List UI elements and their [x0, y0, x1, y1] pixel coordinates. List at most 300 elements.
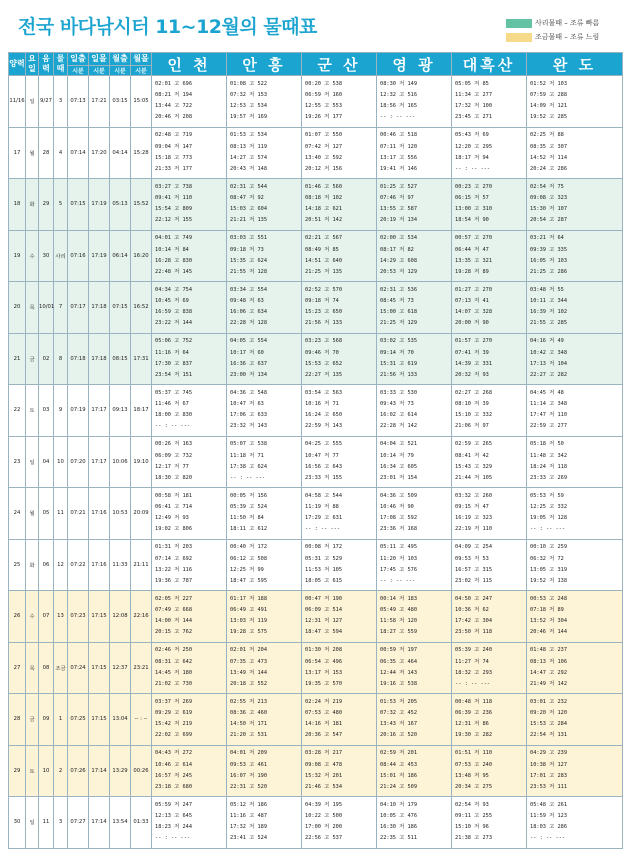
tide-entry: 15:43 고 329: [455, 463, 493, 470]
tide-cell-daeheuksan: [452, 436, 527, 488]
tide-cell-anheung: [227, 333, 302, 385]
tide-entry: 18:56 저 165: [380, 103, 418, 110]
table-row: [9, 282, 623, 334]
tide-entry: 09:29 고 619: [155, 710, 193, 717]
tide-entry: 02:05 저 227: [155, 595, 193, 602]
tide-entry: 02:00 고 534: [380, 235, 418, 242]
tide-entry: 02:55 저 213: [230, 698, 268, 705]
tide-cell-gunsan: [302, 282, 377, 334]
tide-entry: 04:50 고 247: [455, 595, 493, 602]
tide-cell-gunsan: [302, 179, 377, 231]
tide-entry: 20:18 고 552: [230, 680, 268, 687]
tide-entry: 19:52 고 285: [530, 114, 568, 121]
tide-entry: 08:49 저 85: [305, 246, 339, 253]
row-tide-age: 12: [54, 539, 68, 591]
tide-entry: 12:32 고 516: [380, 92, 418, 99]
row-sunset: 17:15: [89, 642, 110, 694]
row-moonrise: 10:53: [110, 488, 131, 540]
row-tide-age: 13: [54, 591, 68, 643]
tide-entry: 04:43 저 272: [155, 750, 193, 757]
tide-entry: 02:01 저 204: [230, 647, 268, 654]
tide-cell-daeheuksan: [452, 694, 527, 746]
tide-entry: 08:31 고 642: [155, 658, 193, 665]
tide-entry: 01:52 저 103: [530, 80, 568, 87]
tide-cell-gunsan: [302, 127, 377, 179]
tide-entry: 04:25 고 555: [305, 441, 343, 448]
row-weekday: 수: [26, 230, 39, 282]
tide-entry: 13:44 고 722: [155, 103, 193, 110]
tide-entry: 02:52 고 570: [305, 286, 343, 293]
tide-entry: 19:26 저 177: [305, 114, 343, 121]
row-moonrise: 13:54: [110, 797, 131, 849]
row-tide-age: 4: [54, 127, 68, 179]
tide-entry: 16:34 고 605: [380, 463, 418, 470]
tide-entry: 09:53 고 461: [230, 761, 268, 768]
tide-entry: 19:41 저 146: [380, 165, 418, 172]
row-lunar: 08: [39, 642, 54, 694]
tide-entry: 14:29 고 608: [380, 257, 418, 264]
tide-entry: 17:00 저 200: [305, 824, 343, 831]
tide-entry: 02:54 저 93: [455, 801, 489, 808]
row-sunrise: 07:25: [68, 694, 89, 746]
tide-entry: 12:55 고 553: [305, 103, 343, 110]
tide-entry: 07:53 고 480: [305, 710, 343, 717]
tide-cell-anheung: [227, 179, 302, 231]
tide-entry: 20:36 고 547: [305, 732, 343, 739]
tide-cell-wando: [527, 76, 623, 128]
tide-entry: 15:53 고 284: [530, 721, 568, 728]
tide-cell-wando: [527, 591, 623, 643]
unit-sunrise: 시분: [68, 66, 89, 76]
tide-cell-wando: [527, 333, 623, 385]
col-sunset: 일몰: [89, 53, 110, 66]
tide-entry: 10:47 저 63: [230, 401, 264, 408]
tide-entry: 23:00 저 134: [230, 371, 268, 378]
tide-cell-daeheuksan: [452, 333, 527, 385]
tide-entry: 17:38 고 624: [230, 463, 268, 470]
legend-spring-swatch: [506, 19, 532, 28]
tide-cell-daeheuksan: [452, 539, 527, 591]
tide-cell-wando: [527, 488, 623, 540]
tide-entry: 21:33 저 177: [155, 165, 193, 172]
tide-entry: 08:17 저 82: [380, 246, 414, 253]
tide-entry: 05:06 고 752: [155, 338, 193, 345]
row-sunrise: 07:14: [68, 127, 89, 179]
tide-cell-incheon: [152, 797, 227, 849]
tide-cell-incheon: [152, 333, 227, 385]
tide-entry: 22:02 고 699: [155, 732, 193, 739]
tide-entry: -- : -- ---: [380, 577, 416, 584]
tide-entry: 22:27 고 282: [530, 371, 568, 378]
row-date: 27: [9, 642, 26, 694]
row-sunset: 17:15: [89, 694, 110, 746]
tide-cell-gunsan: [302, 333, 377, 385]
tide-entry: 12:31 저 86: [455, 721, 489, 728]
row-lunar: 03: [39, 385, 54, 437]
tide-cell-incheon: [152, 488, 227, 540]
tide-cell-anheung: [227, 76, 302, 128]
tide-entry: 07:11 저 120: [380, 143, 418, 150]
tide-entry: 02:27 고 268: [455, 389, 493, 396]
tide-entry: 03:34 고 554: [230, 286, 268, 293]
row-sunrise: 07:22: [68, 539, 89, 591]
tide-cell-daeheuksan: [452, 797, 527, 849]
row-sunset: 17:20: [89, 127, 110, 179]
tide-cell-yeonggwang: [377, 642, 452, 694]
tide-cell-yeonggwang: [377, 76, 452, 128]
tide-entry: -- : -- ---: [455, 680, 491, 687]
tide-entry: 22:12 저 155: [155, 217, 193, 224]
tide-entry: 13:40 고 592: [305, 154, 343, 161]
tide-entry: 12:44 저 143: [380, 669, 418, 676]
tide-entry: 18:27 고 559: [380, 629, 418, 636]
tide-entry: 05:49 고 480: [380, 607, 418, 614]
tide-entry: 22:19 저 110: [455, 526, 493, 533]
tide-entry: 15:42 저 219: [155, 721, 193, 728]
tide-entry: 05:43 저 69: [455, 132, 489, 139]
tide-cell-daeheuksan: [452, 282, 527, 334]
tide-cell-incheon: [152, 591, 227, 643]
tide-entry: 05:48 고 261: [530, 801, 568, 808]
tide-entry: 12:25 저 99: [230, 566, 264, 573]
tide-entry: 00:46 고 518: [380, 132, 418, 139]
tide-entry: 07:32 저 153: [230, 92, 268, 99]
tide-cell-gunsan: [302, 539, 377, 591]
tide-entry: 10:36 저 62: [455, 607, 489, 614]
tide-entry: 13:22 저 116: [155, 566, 193, 573]
tide-entry: 14:50 저 171: [230, 721, 268, 728]
tide-entry: 21:38 고 273: [455, 835, 493, 842]
tide-entry: 03:01 고 232: [530, 698, 568, 705]
tide-entry: 04:01 고 749: [155, 235, 193, 242]
legend-spring: [506, 18, 602, 28]
tide-entry: 15:01 저 186: [380, 772, 418, 779]
tide-entry: 19:28 고 575: [230, 629, 268, 636]
tide-entry: 23:22 저 144: [155, 320, 193, 327]
tide-entry: 02:59 고 265: [455, 441, 493, 448]
row-sunrise: 07:23: [68, 591, 89, 643]
row-lunar: 11: [39, 797, 54, 849]
tide-cell-daeheuksan: [452, 76, 527, 128]
tide-entry: 09:11 고 255: [455, 813, 493, 820]
tide-entry: 17:08 고 592: [380, 515, 418, 522]
tide-entry: 00:58 저 181: [155, 492, 193, 499]
tide-cell-gunsan: [302, 76, 377, 128]
tide-entry: 02:59 저 201: [380, 750, 418, 757]
tide-cell-yeonggwang: [377, 282, 452, 334]
tide-cell-anheung: [227, 591, 302, 643]
row-moonset: 00:26: [131, 745, 152, 797]
row-lunar: 10/01: [39, 282, 54, 334]
tide-cell-wando: [527, 127, 623, 179]
row-sunset: 17:16: [89, 539, 110, 591]
tide-table-body: [9, 76, 623, 849]
tide-entry: 02:48 고 719: [155, 132, 193, 139]
tide-entry: 23:02 저 115: [455, 577, 493, 584]
tide-entry: 06:35 고 464: [380, 658, 418, 665]
tide-entry: 21:25 저 129: [380, 320, 418, 327]
tide-entry: 13:17 고 556: [380, 154, 418, 161]
tide-entry: 10:46 고 614: [155, 761, 193, 768]
tide-entry: 16:56 고 643: [305, 463, 343, 470]
tide-entry: 13:43 저 167: [380, 721, 418, 728]
tide-entry: 19:52 저 138: [530, 577, 568, 584]
tide-entry: 13:48 저 95: [455, 772, 489, 779]
col-moonrise: 월출: [110, 53, 131, 66]
tide-entry: 16:36 고 637: [230, 360, 268, 367]
tide-entry: 04:04 고 521: [380, 441, 418, 448]
tide-entry: 12:13 고 645: [155, 813, 193, 820]
tide-cell-daeheuksan: [452, 179, 527, 231]
tide-entry: 06:32 저 72: [530, 555, 564, 562]
tide-entry: 05:11 고 495: [380, 544, 418, 551]
tide-entry: -- : -- ---: [380, 114, 416, 121]
row-moonrise: 06:14: [110, 230, 131, 282]
row-tide-age: 2: [54, 745, 68, 797]
row-weekday: 월: [26, 127, 39, 179]
tide-cell-anheung: [227, 797, 302, 849]
tide-entry: 04:05 고 554: [230, 338, 268, 345]
tide-entry: 17:32 저 189: [230, 824, 268, 831]
tide-entry: 23:01 저 154: [380, 474, 418, 481]
row-lunar: 28: [39, 127, 54, 179]
tide-entry: 15:23 고 650: [305, 309, 343, 316]
tide-cell-incheon: [152, 230, 227, 282]
tide-entry: -- : -- ---: [155, 423, 191, 430]
tide-entry: 16:57 고 315: [455, 566, 493, 573]
tide-entry: 10:45 저 69: [155, 298, 189, 305]
col-date: 양력: [9, 53, 26, 76]
row-sunset: 17:21: [89, 76, 110, 128]
row-date: 11/16: [9, 76, 26, 128]
tide-entry: 18:00 고 830: [155, 412, 193, 419]
tide-entry: 16:30 저 186: [380, 824, 418, 831]
tide-entry: 06:41 고 714: [155, 504, 193, 511]
row-sunrise: 07:26: [68, 745, 89, 797]
tide-entry: 00:23 고 270: [455, 183, 493, 190]
tide-entry: 20:54 고 287: [530, 217, 568, 224]
tide-entry: 04:36 고 548: [230, 389, 268, 396]
tide-entry: 08:45 저 73: [380, 298, 414, 305]
tide-entry: 02:21 고 567: [305, 235, 343, 242]
tide-entry: 09:48 저 63: [230, 298, 264, 305]
tide-cell-daeheuksan: [452, 385, 527, 437]
tide-entry: 14:00 저 144: [155, 618, 193, 625]
tide-entry: 01:57 고 270: [455, 338, 493, 345]
unit-moonset: 시분: [131, 66, 152, 76]
tide-entry: 23:32 저 143: [230, 423, 268, 430]
tide-entry: 04:45 저 48: [530, 389, 564, 396]
row-sunrise: 07:21: [68, 488, 89, 540]
row-sunrise: 07:24: [68, 642, 89, 694]
tide-entry: 02:25 저 88: [530, 132, 564, 139]
tide-entry: 06:49 고 491: [230, 607, 268, 614]
tide-entry: 11:16 저 64: [155, 349, 189, 356]
tide-entry: 20:51 저 142: [305, 217, 343, 224]
tide-cell-gunsan: [302, 694, 377, 746]
row-moonrise: 07:15: [110, 282, 131, 334]
tide-entry: 01:46 고 560: [305, 183, 343, 190]
tide-entry: 14:45 저 180: [155, 669, 193, 676]
tide-entry: 22:35 고 511: [380, 835, 418, 842]
tide-entry: 07:59 고 288: [530, 92, 568, 99]
tide-cell-anheung: [227, 436, 302, 488]
tide-entry: 12:17 저 77: [155, 463, 189, 470]
row-sunset: 17:19: [89, 230, 110, 282]
tide-entry: 23:50 저 118: [455, 629, 493, 636]
row-date: 30: [9, 797, 26, 849]
row-moonset: 22:16: [131, 591, 152, 643]
tide-cell-incheon: [152, 282, 227, 334]
tide-entry: 11:50 저 84: [230, 515, 264, 522]
tide-entry: 18:47 고 594: [305, 629, 343, 636]
row-date: 18: [9, 179, 26, 231]
tide-entry: 20:00 저 90: [455, 320, 489, 327]
tide-entry: 06:09 고 732: [155, 452, 193, 459]
tide-cell-incheon: [152, 694, 227, 746]
tide-cell-daeheuksan: [452, 127, 527, 179]
tide-entry: 19:02 고 806: [155, 526, 193, 533]
tide-entry: 08:18 저 102: [305, 195, 343, 202]
tide-cell-yeonggwang: [377, 488, 452, 540]
tide-entry: 21:25 고 286: [530, 268, 568, 275]
row-moonset: 16:20: [131, 230, 152, 282]
tide-entry: 09:39 고 335: [530, 246, 568, 253]
row-moonset: 15:05: [131, 76, 152, 128]
tide-entry: 10:14 저 84: [155, 246, 189, 253]
tide-cell-yeonggwang: [377, 694, 452, 746]
tide-entry: 20:24 고 286: [530, 165, 568, 172]
row-date: 24: [9, 488, 26, 540]
tide-entry: 08:36 고 460: [230, 710, 268, 717]
tide-entry: 11:53 저 105: [305, 566, 343, 573]
tide-entry: 10:47 저 77: [305, 452, 339, 459]
tide-entry: 03:21 저 64: [530, 235, 564, 242]
tide-entry: 15:35 고 624: [230, 257, 268, 264]
tide-entry: 00:20 고 538: [305, 80, 343, 87]
tide-entry: 15:31 고 619: [380, 360, 418, 367]
row-sunrise: 07:18: [68, 333, 89, 385]
tide-entry: 16:06 고 634: [230, 309, 268, 316]
tide-entry: 19:28 저 89: [455, 268, 489, 275]
tide-entry: 23:33 고 269: [530, 474, 568, 481]
row-moonset: 17:31: [131, 333, 152, 385]
legend-spring-label: 사리물때 – 조류 빠름: [535, 19, 600, 27]
table-row: [9, 333, 623, 385]
tide-entry: 17:47 저 110: [530, 412, 568, 419]
row-weekday: 목: [26, 282, 39, 334]
tide-entry: 20:34 고 275: [455, 783, 493, 790]
tide-entry: 17:30 고 837: [155, 360, 193, 367]
tide-entry: 09:53 저 53: [455, 555, 489, 562]
table-row: [9, 436, 623, 488]
tide-entry: 22:31 고 520: [230, 783, 268, 790]
tide-entry: 11:48 고 342: [530, 452, 568, 459]
tide-cell-incheon: [152, 539, 227, 591]
tide-entry: -- : -- ---: [230, 474, 266, 481]
tide-entry: 02:31 고 536: [380, 286, 418, 293]
tide-entry: 04:34 고 754: [155, 286, 193, 293]
col-port-gunsan: 군 산: [302, 53, 377, 76]
row-tide-age: 사리: [54, 230, 68, 282]
row-weekday: 월: [26, 488, 39, 540]
row-moonrise: 09:13: [110, 385, 131, 437]
row-moonset: 18:17: [131, 385, 152, 437]
row-tide-age: 1: [54, 694, 68, 746]
tide-entry: 00:08 저 172: [305, 544, 343, 551]
tide-entry: 13:35 고 321: [455, 257, 493, 264]
tide-entry: 10:42 고 348: [530, 349, 568, 356]
tide-entry: 15:03 고 604: [230, 206, 268, 213]
row-sunrise: 07:19: [68, 385, 89, 437]
legend-neap-label: 조금물때 – 조류 느림: [535, 33, 600, 41]
tide-entry: 14:52 저 114: [530, 154, 568, 161]
row-moonset: 19:10: [131, 436, 152, 488]
tide-entry: 10:46 저 90: [380, 504, 414, 511]
tide-entry: 21:56 저 133: [380, 371, 418, 378]
tide-entry: 13:49 저 144: [230, 669, 268, 676]
tide-cell-gunsan: [302, 745, 377, 797]
tide-entry: -- : -- ---: [455, 165, 491, 172]
tide-entry: 23:45 고 271: [455, 114, 493, 121]
tide-entry: 17:13 저 104: [530, 360, 568, 367]
tide-entry: 08:30 저 149: [380, 80, 418, 87]
row-weekday: 토: [26, 745, 39, 797]
tide-entry: 15:10 고 332: [455, 412, 493, 419]
row-moonset: 16:52: [131, 282, 152, 334]
tide-entry: 13:00 고 310: [455, 206, 493, 213]
tide-entry: 03:54 고 563: [305, 389, 343, 396]
tide-entry: 03:37 저 269: [155, 698, 193, 705]
tide-entry: 16:07 저 190: [230, 772, 268, 779]
row-weekday: 화: [26, 179, 39, 231]
row-sunrise: 07:20: [68, 436, 89, 488]
tide-cell-anheung: [227, 694, 302, 746]
tide-entry: 01:30 저 208: [305, 647, 343, 654]
tide-cell-wando: [527, 230, 623, 282]
tide-cell-wando: [527, 385, 623, 437]
tide-entry: 23:36 저 168: [380, 526, 418, 533]
row-sunset: 17:18: [89, 333, 110, 385]
tide-entry: 22:54 저 131: [530, 732, 568, 739]
tide-entry: 09:15 저 47: [455, 504, 489, 511]
table-row: [9, 127, 623, 179]
row-sunrise: 07:17: [68, 282, 89, 334]
row-lunar: 9/27: [39, 76, 54, 128]
row-tide-age: 3: [54, 76, 68, 128]
tide-entry: 08:21 저 194: [155, 92, 193, 99]
row-weekday: 일: [26, 436, 39, 488]
tide-entry: 23:33 저 155: [305, 474, 343, 481]
row-moonset: -- : --: [131, 694, 152, 746]
row-moonset: 15:28: [131, 127, 152, 179]
tide-cell-yeonggwang: [377, 797, 452, 849]
tide-entry: 12:49 저 93: [155, 515, 189, 522]
tide-entry: 21:02 고 730: [155, 680, 193, 687]
table-row: [9, 797, 623, 849]
tide-entry: 14:39 고 331: [455, 360, 493, 367]
tide-entry: 12:31 저 127: [305, 618, 343, 625]
tide-entry: 22:59 저 143: [305, 423, 343, 430]
tide-entry: 18:24 저 118: [530, 463, 568, 470]
tide-entry: 05:05 저 85: [455, 80, 489, 87]
tide-entry: 01:07 고 550: [305, 132, 343, 139]
tide-entry: 02:46 저 250: [155, 647, 193, 654]
tide-entry: 22:59 고 277: [530, 423, 568, 430]
row-lunar: 02: [39, 333, 54, 385]
col-port-anheung: 안 흥: [227, 53, 302, 76]
tide-entry: 03:32 고 260: [455, 492, 493, 499]
